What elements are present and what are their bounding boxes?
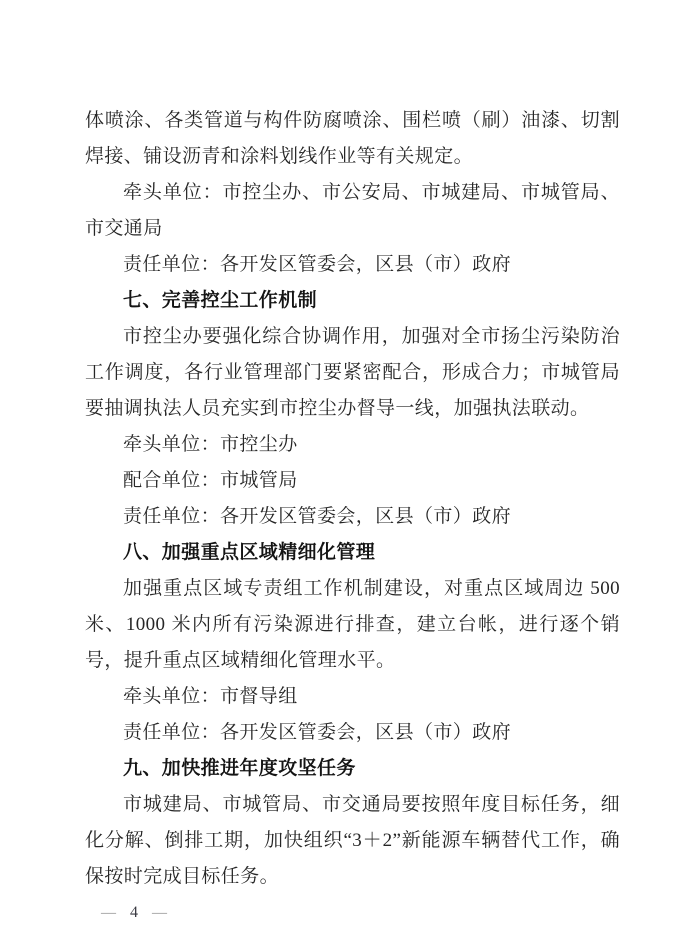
paragraph-lead-unit: 牵头单位：市控尘办 <box>123 434 298 455</box>
document-body <box>85 103 620 895</box>
paragraph-cooperating-unit: 配合单位：市城管局 <box>123 470 298 491</box>
paragraph-responsible-units: 责任单位：各开发区管委会，区县（市）政府 <box>123 722 512 743</box>
section-heading-8: 八、加强重点区域精细化管理 <box>123 542 376 563</box>
paragraph-continued: 体喷涂、各类管道与构件防腐喷涂、围栏喷（刷）油漆、切割焊接、铺设沥青和涂料划线作业等有关规定。 <box>85 110 620 167</box>
paragraph-section7-body: 市控尘办要强化综合协调作用，加强对全市扬尘污染防治工作调度，各行业管理部门要紧密配合，形成合力；市城管局要抽调执法人员充实到市控尘办督导一线，加强执法联动。 <box>85 326 620 419</box>
section-heading-7: 七、完善控尘工作机制 <box>123 290 318 311</box>
paragraph-lead-unit: 牵头单位：市督导组 <box>123 686 298 707</box>
page-number: 4 <box>130 904 139 921</box>
footer-dash-left: — <box>101 905 117 921</box>
paragraph-section8-body: 加强重点区域专责组工作机制建设，对重点区域周边 500 米、1000 米内所有污染源进行排查，建立台帐，进行逐个销号，提升重点区域精细化管理水平。 <box>85 578 620 671</box>
paragraph-lead-units: 牵头单位：市控尘办、市公安局、市城建局、市城管局、市交通局 <box>85 182 620 239</box>
page-footer <box>101 901 620 925</box>
paragraph-section9-body: 市城建局、市城管局、市交通局要按照年度目标任务，细化分解、倒排工期，加快组织“3＋2”新能源车辆替代工作，确保按时完成目标任务。 <box>85 794 620 887</box>
footer-dash-right: — <box>152 905 168 921</box>
paragraph-responsible-units: 责任单位：各开发区管委会，区县（市）政府 <box>123 254 512 275</box>
section-heading-9: 九、加快推进年度攻坚任务 <box>123 758 356 779</box>
paragraph-responsible-units: 责任单位：各开发区管委会，区县（市）政府 <box>123 506 512 527</box>
